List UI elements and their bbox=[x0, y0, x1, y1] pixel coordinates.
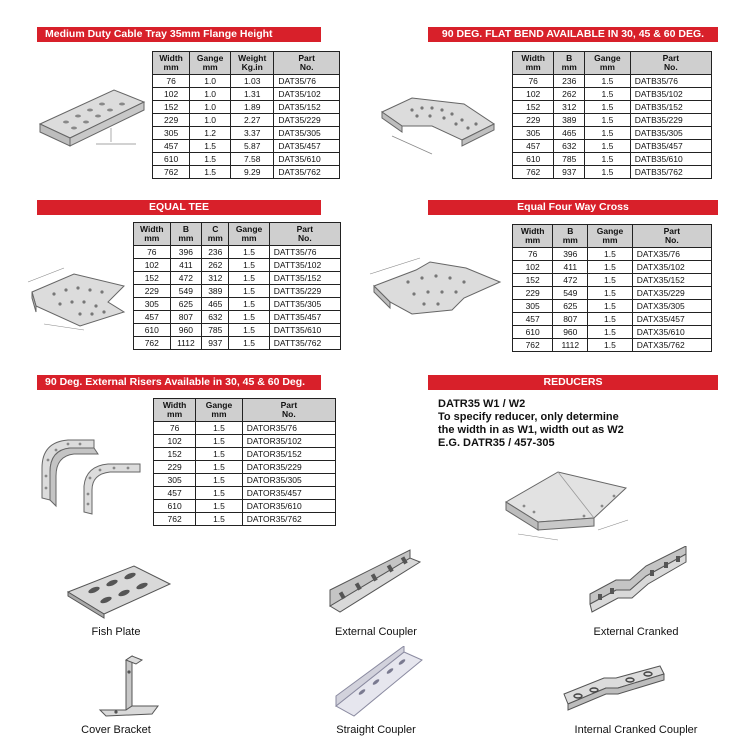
column-header-line: mm bbox=[562, 235, 578, 245]
risers-table bbox=[153, 398, 336, 526]
fish-plate-icon bbox=[64, 562, 174, 620]
column-header-line: mm bbox=[202, 62, 218, 72]
table-cell: 305 bbox=[134, 298, 171, 311]
table-cell: 1.5 bbox=[588, 287, 632, 300]
internal-cranked-icon bbox=[560, 664, 670, 722]
table-cell: DATT35/102 bbox=[269, 259, 340, 272]
column-header-line: C bbox=[212, 224, 219, 234]
column-header-line: Gange bbox=[196, 53, 224, 63]
column-header bbox=[553, 225, 588, 248]
table-cell: 1.0 bbox=[190, 101, 231, 114]
table-row bbox=[134, 337, 341, 350]
table-cell: 457 bbox=[154, 487, 196, 500]
equal-tee-table bbox=[133, 222, 341, 350]
column-header-line: B bbox=[567, 226, 574, 236]
column-header-line: mm bbox=[163, 62, 179, 72]
table-row bbox=[513, 140, 712, 153]
table-cell: 1.5 bbox=[588, 248, 632, 261]
table-header-row bbox=[154, 399, 336, 422]
table-cell: DATOR35/610 bbox=[242, 500, 335, 513]
table-row bbox=[154, 448, 336, 461]
table-cell: 1.5 bbox=[196, 513, 243, 526]
table-cell: 1.5 bbox=[585, 140, 631, 153]
reducer-line-3: the width in as W1, width out as W2 bbox=[438, 424, 624, 436]
column-header-line: mm bbox=[211, 409, 227, 419]
table-cell: 389 bbox=[202, 285, 229, 298]
table-cell: DATT35/76 bbox=[269, 246, 340, 259]
internal-cranked-label: Internal Cranked Coupler bbox=[574, 724, 698, 736]
table-cell: 937 bbox=[202, 337, 229, 350]
table-cell: 1.5 bbox=[196, 461, 243, 474]
table-cell: 1.03 bbox=[231, 75, 274, 88]
straight-coupler-label: Straight Coupler bbox=[336, 724, 416, 736]
cover-bracket-icon bbox=[96, 654, 166, 722]
flat-bend-illustration bbox=[372, 90, 502, 160]
table-cell: 1.5 bbox=[196, 474, 243, 487]
table-row bbox=[154, 487, 336, 500]
table-row bbox=[513, 153, 712, 166]
table-row bbox=[134, 324, 341, 337]
table-cell: DATX35/457 bbox=[632, 313, 711, 326]
table-cell: 1.5 bbox=[585, 88, 631, 101]
table-cell: 762 bbox=[513, 339, 553, 352]
table-row bbox=[513, 274, 712, 287]
table-cell: 76 bbox=[134, 246, 171, 259]
table-cell: 411 bbox=[170, 259, 202, 272]
four-way-cross-illustration bbox=[368, 252, 506, 324]
table-cell: 457 bbox=[153, 140, 190, 153]
table-cell: 396 bbox=[170, 246, 202, 259]
table-cell: 305 bbox=[154, 474, 196, 487]
table-row bbox=[153, 75, 340, 88]
column-header-line: mm bbox=[167, 409, 183, 419]
table-cell: 632 bbox=[202, 311, 229, 324]
table-cell: 960 bbox=[553, 326, 588, 339]
column-header bbox=[170, 223, 202, 246]
table-row bbox=[154, 474, 336, 487]
table-cell: DATX35/610 bbox=[632, 326, 711, 339]
table-cell: 1.5 bbox=[588, 300, 632, 313]
table-cell: DATB35/76 bbox=[630, 75, 711, 88]
table-row bbox=[134, 311, 341, 324]
table-row bbox=[513, 326, 712, 339]
table-cell: 1.5 bbox=[229, 259, 269, 272]
column-header-line: No. bbox=[282, 409, 296, 419]
table-cell: 610 bbox=[513, 153, 554, 166]
table-cell: 396 bbox=[553, 248, 588, 261]
table-cell: 1.5 bbox=[585, 101, 631, 114]
table-cell: 457 bbox=[134, 311, 171, 324]
table-row bbox=[153, 114, 340, 127]
column-header-line: No. bbox=[664, 62, 678, 72]
table-cell: 1.5 bbox=[190, 153, 231, 166]
table-cell: 1.5 bbox=[585, 114, 631, 127]
external-cranked-icon bbox=[586, 546, 692, 620]
column-header bbox=[202, 223, 229, 246]
table-cell: 549 bbox=[553, 287, 588, 300]
table-cell: 610 bbox=[513, 326, 553, 339]
table-cell: DATX35/229 bbox=[632, 287, 711, 300]
table-cell: 625 bbox=[170, 298, 202, 311]
column-header-line: mm bbox=[525, 235, 541, 245]
table-cell: 7.58 bbox=[231, 153, 274, 166]
column-header bbox=[229, 223, 269, 246]
fish-plate-label: Fish Plate bbox=[91, 626, 141, 638]
table-row bbox=[513, 114, 712, 127]
column-header-line: Gange bbox=[596, 226, 624, 236]
table-cell: 549 bbox=[170, 285, 202, 298]
column-header bbox=[242, 399, 335, 422]
table-cell: 1.5 bbox=[229, 246, 269, 259]
table-cell: DATB35/229 bbox=[630, 114, 711, 127]
table-cell: DATOR35/305 bbox=[242, 474, 335, 487]
four-way-cross-table bbox=[512, 224, 712, 352]
table-row bbox=[513, 88, 712, 101]
external-coupler-icon bbox=[326, 548, 426, 620]
table-cell: 152 bbox=[513, 101, 554, 114]
table-row bbox=[153, 140, 340, 153]
table-cell: 229 bbox=[513, 287, 553, 300]
reducer-line-2: To specify reducer, only determine bbox=[438, 411, 619, 423]
column-header bbox=[231, 52, 274, 75]
table-cell: 1.0 bbox=[190, 88, 231, 101]
table-cell: 152 bbox=[513, 274, 553, 287]
table-cell: 305 bbox=[153, 127, 190, 140]
table-cell: 229 bbox=[154, 461, 196, 474]
column-header-line: Gange bbox=[205, 400, 233, 410]
four-way-cross-banner: Equal Four Way Cross bbox=[428, 200, 718, 215]
table-cell: 152 bbox=[153, 101, 190, 114]
table-row bbox=[134, 298, 341, 311]
table-cell: 457 bbox=[513, 140, 554, 153]
table-row bbox=[513, 127, 712, 140]
table-cell: 102 bbox=[154, 435, 196, 448]
table-cell: 610 bbox=[153, 153, 190, 166]
table-cell: 262 bbox=[202, 259, 229, 272]
column-header-line: mm bbox=[599, 62, 615, 72]
external-riser-illustration bbox=[34, 428, 152, 518]
table-header-row bbox=[513, 225, 712, 248]
table-cell: DATB35/102 bbox=[630, 88, 711, 101]
column-header-line: mm bbox=[241, 233, 257, 243]
column-header-line: Part bbox=[662, 53, 680, 63]
table-row bbox=[153, 88, 340, 101]
table-cell: 5.87 bbox=[231, 140, 274, 153]
table-cell: DATOR35/76 bbox=[242, 422, 335, 435]
table-cell: 76 bbox=[513, 75, 554, 88]
table-cell: 76 bbox=[154, 422, 196, 435]
risers-banner: 90 Deg. External Risers Available in 30, 45 & 60 Deg. bbox=[37, 375, 321, 390]
table-row bbox=[513, 300, 712, 313]
table-cell: 312 bbox=[554, 101, 585, 114]
table-cell: 1.5 bbox=[190, 140, 231, 153]
table-row bbox=[513, 287, 712, 300]
table-row bbox=[154, 435, 336, 448]
table-row bbox=[153, 101, 340, 114]
table-cell: 1.31 bbox=[231, 88, 274, 101]
table-cell: 465 bbox=[202, 298, 229, 311]
reducer-instructions bbox=[438, 398, 624, 450]
table-cell: 1.5 bbox=[588, 339, 632, 352]
table-cell: 762 bbox=[154, 513, 196, 526]
column-header-line: Weight bbox=[238, 53, 267, 63]
table-cell: 152 bbox=[134, 272, 171, 285]
table-cell: 762 bbox=[513, 166, 554, 179]
table-cell: 76 bbox=[513, 248, 553, 261]
table-row bbox=[153, 127, 340, 140]
table-cell: DATOR35/102 bbox=[242, 435, 335, 448]
table-cell: 229 bbox=[134, 285, 171, 298]
column-header-line: Part bbox=[280, 400, 298, 410]
table-cell: 102 bbox=[153, 88, 190, 101]
column-header bbox=[632, 225, 711, 248]
column-header-line: Width bbox=[520, 226, 545, 236]
table-row bbox=[513, 75, 712, 88]
table-cell: 76 bbox=[153, 75, 190, 88]
table-cell: DATB35/152 bbox=[630, 101, 711, 114]
table-cell: 1112 bbox=[553, 339, 588, 352]
table-cell: 9.29 bbox=[231, 166, 274, 179]
column-header-line: mm bbox=[144, 233, 160, 243]
table-header-row bbox=[153, 52, 340, 75]
column-header-line: Part bbox=[663, 226, 681, 236]
table-cell: 305 bbox=[513, 127, 554, 140]
external-coupler-label: External Coupler bbox=[335, 626, 417, 638]
table-cell: 472 bbox=[553, 274, 588, 287]
table-cell: 1.5 bbox=[585, 153, 631, 166]
reducers-banner: REDUCERS bbox=[428, 375, 718, 390]
column-header-line: Part bbox=[298, 53, 315, 63]
table-cell: 762 bbox=[153, 166, 190, 179]
table-cell: 102 bbox=[513, 261, 553, 274]
table-cell: 1.5 bbox=[588, 261, 632, 274]
table-cell: 2.27 bbox=[231, 114, 274, 127]
table-row bbox=[513, 339, 712, 352]
column-header-line: Width bbox=[140, 224, 164, 234]
table-cell: 229 bbox=[513, 114, 554, 127]
table-cell: 1.5 bbox=[196, 422, 243, 435]
table-cell: 1.5 bbox=[585, 166, 631, 179]
table-cell: 1.89 bbox=[231, 101, 274, 114]
column-header bbox=[630, 52, 711, 75]
table-cell: 762 bbox=[134, 337, 171, 350]
column-header bbox=[269, 223, 340, 246]
flat-bend-table bbox=[512, 51, 712, 179]
table-cell: 1.0 bbox=[190, 75, 231, 88]
table-cell: 1.0 bbox=[190, 114, 231, 127]
table-cell: 236 bbox=[202, 246, 229, 259]
table-cell: DATX35/76 bbox=[632, 248, 711, 261]
table-cell: 1.2 bbox=[190, 127, 231, 140]
table-cell: DAT35/76 bbox=[274, 75, 340, 88]
table-cell: 1.5 bbox=[229, 311, 269, 324]
table-cell: DATX35/152 bbox=[632, 274, 711, 287]
table-row bbox=[134, 246, 341, 259]
table-cell: 236 bbox=[554, 75, 585, 88]
equal-tee-banner: EQUAL TEE bbox=[37, 200, 321, 215]
table-cell: DATB35/305 bbox=[630, 127, 711, 140]
column-header-line: No. bbox=[665, 235, 679, 245]
column-header-line: No. bbox=[299, 62, 314, 72]
column-header-line: Gange bbox=[594, 53, 621, 63]
table-cell: 1.5 bbox=[196, 500, 243, 513]
table-cell: 389 bbox=[554, 114, 585, 127]
table-cell: 102 bbox=[513, 88, 554, 101]
column-header bbox=[513, 225, 553, 248]
table-cell: 1.5 bbox=[196, 487, 243, 500]
table-cell: DATOR35/229 bbox=[242, 461, 335, 474]
column-header-line: mm bbox=[207, 233, 223, 243]
table-row bbox=[153, 166, 340, 179]
reducer-line-1: DATR35 W1 / W2 bbox=[438, 398, 526, 410]
table-cell: DATT35/457 bbox=[269, 311, 340, 324]
column-header bbox=[554, 52, 585, 75]
table-cell: 1.5 bbox=[229, 298, 269, 311]
table-cell: DATT35/229 bbox=[269, 285, 340, 298]
medium-duty-table bbox=[152, 51, 340, 179]
table-cell: 610 bbox=[154, 500, 196, 513]
table-cell: DATX35/102 bbox=[632, 261, 711, 274]
column-header-line: Kg.in bbox=[241, 62, 263, 72]
table-cell: 152 bbox=[154, 448, 196, 461]
table-cell: 1112 bbox=[170, 337, 202, 350]
table-row bbox=[154, 461, 336, 474]
column-header bbox=[274, 52, 340, 75]
column-header bbox=[190, 52, 231, 75]
table-cell: DAT35/762 bbox=[274, 166, 340, 179]
column-header bbox=[513, 52, 554, 75]
column-header bbox=[585, 52, 631, 75]
reducer-line-4: E.G. DATR35 / 457-305 bbox=[438, 437, 555, 449]
table-cell: DAT35/610 bbox=[274, 153, 340, 166]
table-cell: DATOR35/152 bbox=[242, 448, 335, 461]
table-cell: 1.5 bbox=[588, 313, 632, 326]
straight-coupler-icon bbox=[330, 646, 426, 722]
table-cell: 610 bbox=[134, 324, 171, 337]
table-cell: 312 bbox=[202, 272, 229, 285]
table-cell: 1.5 bbox=[229, 337, 269, 350]
column-header-line: Part bbox=[296, 224, 314, 234]
table-cell: DAT35/102 bbox=[274, 88, 340, 101]
table-cell: 3.37 bbox=[231, 127, 274, 140]
table-row bbox=[134, 285, 341, 298]
table-cell: 465 bbox=[554, 127, 585, 140]
table-row bbox=[154, 500, 336, 513]
column-header-line: mm bbox=[561, 62, 577, 72]
equal-tee-illustration bbox=[24, 262, 136, 332]
table-cell: 625 bbox=[553, 300, 588, 313]
table-cell: 472 bbox=[170, 272, 202, 285]
table-cell: 807 bbox=[553, 313, 588, 326]
table-cell: 632 bbox=[554, 140, 585, 153]
table-cell: DAT35/152 bbox=[274, 101, 340, 114]
table-cell: 937 bbox=[554, 166, 585, 179]
table-cell: DAT35/457 bbox=[274, 140, 340, 153]
reducer-illustration bbox=[498, 462, 636, 544]
table-row bbox=[134, 272, 341, 285]
table-cell: 262 bbox=[554, 88, 585, 101]
table-cell: 1.5 bbox=[229, 272, 269, 285]
table-cell: DATT35/152 bbox=[269, 272, 340, 285]
table-cell: 1.5 bbox=[585, 127, 631, 140]
table-cell: 1.5 bbox=[196, 448, 243, 461]
table-cell: 1.5 bbox=[588, 326, 632, 339]
table-row bbox=[513, 101, 712, 114]
column-header-line: No. bbox=[298, 233, 312, 243]
column-header-line: mm bbox=[525, 62, 541, 72]
table-cell: 102 bbox=[134, 259, 171, 272]
table-cell: 1.5 bbox=[229, 324, 269, 337]
table-header-row bbox=[134, 223, 341, 246]
table-cell: DATT35/305 bbox=[269, 298, 340, 311]
table-cell: 1.5 bbox=[229, 285, 269, 298]
table-cell: 785 bbox=[202, 324, 229, 337]
table-cell: 1.5 bbox=[585, 75, 631, 88]
column-header bbox=[153, 52, 190, 75]
table-row bbox=[513, 313, 712, 326]
straight-tray-illustration bbox=[36, 84, 152, 154]
table-row bbox=[513, 261, 712, 274]
table-cell: 1.5 bbox=[196, 435, 243, 448]
table-cell: DATOR35/762 bbox=[242, 513, 335, 526]
table-cell: DAT35/229 bbox=[274, 114, 340, 127]
table-cell: 457 bbox=[513, 313, 553, 326]
medium-duty-banner: Medium Duty Cable Tray 35mm Flange Height bbox=[37, 27, 321, 42]
column-header-line: mm bbox=[602, 235, 618, 245]
table-row bbox=[513, 166, 712, 179]
column-header bbox=[588, 225, 632, 248]
column-header bbox=[154, 399, 196, 422]
table-row bbox=[513, 248, 712, 261]
column-header bbox=[196, 399, 243, 422]
table-cell: DATX35/762 bbox=[632, 339, 711, 352]
table-cell: DATOR35/457 bbox=[242, 487, 335, 500]
table-row bbox=[154, 513, 336, 526]
table-cell: DATX35/305 bbox=[632, 300, 711, 313]
column-header-line: Width bbox=[521, 53, 545, 63]
table-cell: DAT35/305 bbox=[274, 127, 340, 140]
column-header-line: B bbox=[182, 224, 189, 234]
external-cranked-label: External Cranked bbox=[593, 626, 679, 638]
table-row bbox=[134, 259, 341, 272]
table-cell: 229 bbox=[153, 114, 190, 127]
column-header-line: mm bbox=[178, 233, 194, 243]
table-cell: DATT35/762 bbox=[269, 337, 340, 350]
table-cell: 785 bbox=[554, 153, 585, 166]
table-cell: DATT35/610 bbox=[269, 324, 340, 337]
column-header bbox=[134, 223, 171, 246]
table-cell: 305 bbox=[513, 300, 553, 313]
table-cell: DATB35/762 bbox=[630, 166, 711, 179]
flat-bend-banner: 90 DEG. FLAT BEND AVAILABLE IN 30, 45 & 60 DEG. bbox=[428, 27, 718, 42]
cover-bracket-label: Cover Bracket bbox=[81, 724, 151, 736]
table-cell: DATB35/457 bbox=[630, 140, 711, 153]
table-cell: 807 bbox=[170, 311, 202, 324]
table-row bbox=[153, 153, 340, 166]
table-header-row bbox=[513, 52, 712, 75]
column-header-line: Gange bbox=[235, 224, 263, 234]
table-cell: 960 bbox=[170, 324, 202, 337]
table-row bbox=[154, 422, 336, 435]
table-cell: 1.5 bbox=[588, 274, 632, 287]
table-cell: 411 bbox=[553, 261, 588, 274]
table-cell: DATB35/610 bbox=[630, 153, 711, 166]
column-header-line: Width bbox=[159, 53, 183, 63]
table-cell: 1.5 bbox=[190, 166, 231, 179]
column-header-line: B bbox=[566, 53, 573, 63]
column-header-line: Width bbox=[162, 400, 187, 410]
